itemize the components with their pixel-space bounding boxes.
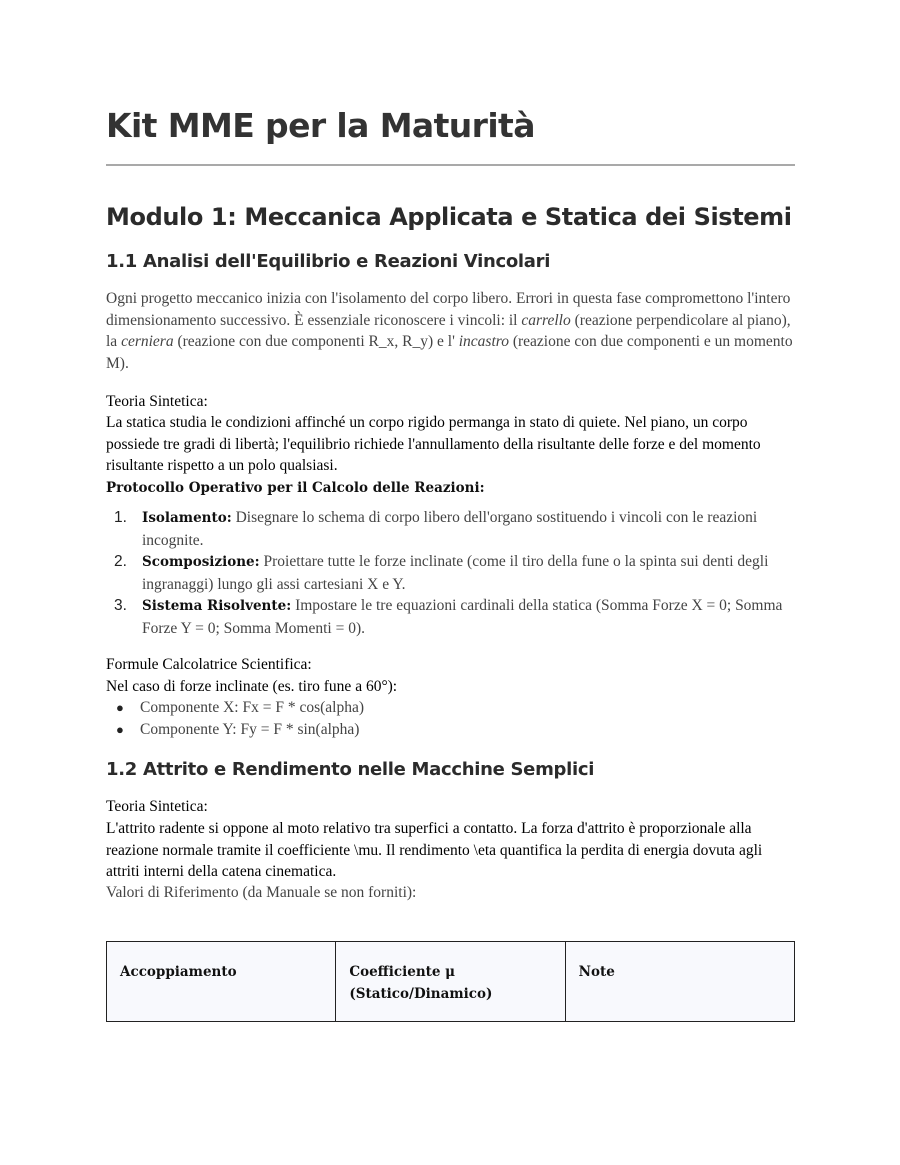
reference-label: Valori di Riferimento (da Manuale se non forniti): [106, 884, 417, 901]
table-header-row [107, 942, 795, 1022]
list-item: 2. Scomposizione: Proiettare tutte le forze inclinate (come il tiro della fune o la spinta sui denti degli ingranaggi) lungo gli assi cartesiani X e Y. [114, 553, 769, 593]
theory-text-2: L'attrito radente si oppone al moto relativo tra superfici a contatto. La forza d'attrito è proporzionale alla reazione normale tramite il coefficiente \mu. Il rendimento \eta quantifica la perdita di energia dovuta agli attriti interni della catena cinematica. [106, 820, 763, 881]
column-header-accoppiamento: Accoppiamento [107, 942, 336, 1022]
title-divider [106, 164, 795, 166]
column-header-note: Note [565, 942, 794, 1022]
formulas-intro: Nel caso di forze inclinate (es. tiro fune a 60°): [106, 678, 398, 695]
theory-label: Teoria Sintetica: [106, 393, 208, 410]
protocol-steps [106, 507, 795, 640]
section-heading-1-1: 1.1 Analisi dell'Equilibrio e Reazioni Vincolari [106, 251, 551, 272]
list-item: 1. Isolamento: Disegnare lo schema di corpo libero dell'organo sostituendo i vincoli con le reazioni incognite. [114, 509, 758, 549]
term-incastro: incastro [458, 333, 509, 351]
document-title: Kit MME per la Maturità [106, 106, 535, 145]
list-item: 3. Sistema Risolvente: Impostare le tre equazioni cardinali della statica (Somma Forze X = 0; Somma Forze Y = 0; Somma Momenti = 0). [114, 597, 783, 637]
reference-table [106, 941, 795, 1022]
theory-text: La statica studia le condizioni affinché un corpo rigido permanga in stato di quiete. Nel piano, un corpo possiede tre gradi di libertà; l'equilibrio richiede l'annullamento della risultante delle forze e del momento risultante rispetto a un polo qualsiasi. [106, 414, 761, 475]
list-item: ● Componente X: Fx = F * cos(alpha) [116, 699, 364, 716]
module-heading: Modulo 1: Meccanica Applicata e Statica dei Sistemi [106, 203, 792, 231]
intro-paragraph: Ogni progetto meccanico inizia con l'isolamento del corpo libero. Errori in questa fase compromettono l'intero dimensionamento successivo. È essenziale riconoscere i vincoli: il carrello (reazione perpendicolare al piano), la cerniera (reazione con due componenti R_x, R_y) e l' incastro (reazione con due componenti e un momento M). [106, 290, 793, 372]
formulas-label: Formule Calcolatrice Scientifica: [106, 656, 312, 673]
section-heading-1-2: 1.2 Attrito e Rendimento nelle Macchine Semplici [106, 759, 595, 780]
formula-list [106, 697, 795, 740]
term-carrello: carrello [521, 311, 571, 329]
column-header-coefficiente: Coefficiente μ (Statico/Dinamico) [336, 942, 565, 1022]
theory-label-2: Teoria Sintetica: [106, 798, 208, 815]
protocol-heading: Protocollo Operativo per il Calcolo delle Reazioni: [106, 480, 485, 496]
list-item: ● Componente Y: Fy = F * sin(alpha) [116, 720, 360, 738]
term-cerniera: cerniera [121, 333, 174, 351]
